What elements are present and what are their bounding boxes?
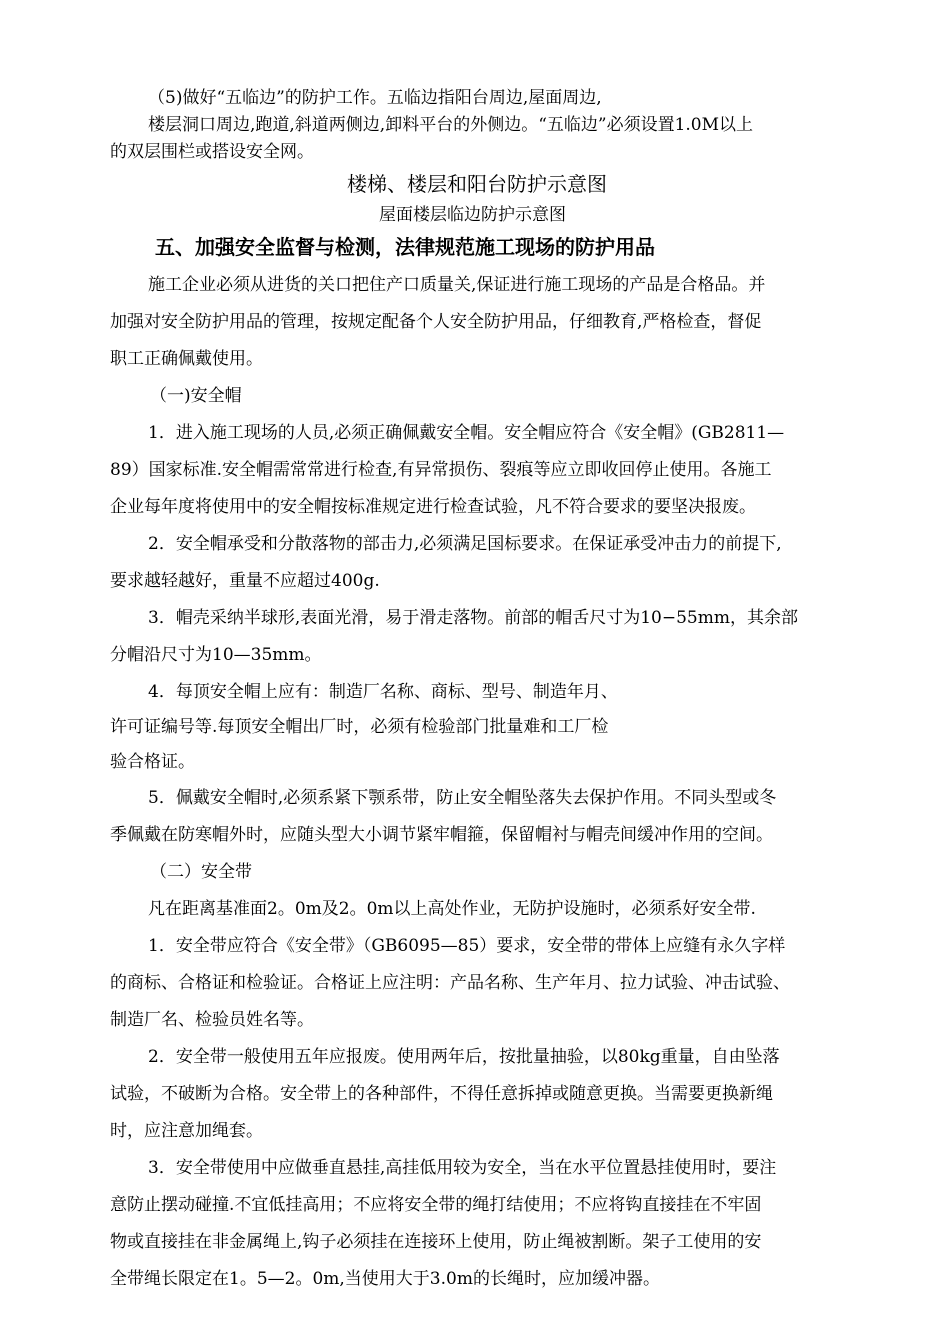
text-line: （5)做好“五临边”的防护工作。五临边指阳台周边,屋面周边,: [148, 88, 602, 108]
text-line: 试验，不破断为合格。安全带上的各种部件，不得任意拆掉或随意更换。当需要更换新绳: [110, 1084, 773, 1104]
text-line: 企业每年度将使用中的安全帽按标准规定进行检查试验，凡不符合要求的要坚决报废。: [110, 497, 756, 517]
text-line: 验合格证。: [110, 752, 195, 772]
text-line: 全带绳长限定在1。5—2。0m,当使用大于3.0m的长绳时，应加缓冲器。: [110, 1269, 660, 1289]
text-line: 1．安全带应符合《安全带》（GB6095—85）要求，安全带的带体上应缝有永久字样: [148, 936, 786, 956]
text-line: 1．进入施工现场的人员,必须正确佩戴安全帽。安全帽应符合《安全帽》(GB2811—: [148, 423, 785, 443]
diagram-title-stairs: 楼梯、楼层和阳台防护示意图: [347, 172, 607, 196]
subheading-belt: （二）安全带: [150, 862, 252, 882]
text-line: 凡在距离基准面2。0m及2。0m以上高处作业，无防护设施时，必须系好安全带.: [148, 899, 756, 919]
text-line: 2．安全帽承受和分散落物的部击力,必须满足国标要求。在保证承受冲击力的前提下,: [148, 534, 782, 554]
text-line: 加强对安全防护用品的管理，按规定配备个人安全防护用品，仔细教育,严格检查，督促: [110, 312, 762, 332]
section-heading: 五、加强安全监督与检测，法律规范施工现场的防护用品: [155, 235, 655, 259]
text-line: 制造厂名、检验员姓名等。: [110, 1010, 314, 1030]
text-line: 的商标、合格证和检验证。合格证上应注明：产品名称、生产年月、拉力试验、冲击试验、: [110, 973, 790, 993]
text-line: 5．佩戴安全帽时,必须系紧下颚系带，防止安全帽坠落失去保护作用。不同头型或冬: [148, 788, 777, 808]
text-line: 2．安全带一般使用五年应报废。使用两年后，按批量抽验，以80kg重量，自由坠落: [148, 1047, 780, 1067]
text-line: 许可证编号等.每顶安全帽出厂时，必须有检验部门批量难和工厂检: [110, 717, 609, 737]
text-line: 分帽沿尺寸为10—35mm。: [110, 645, 322, 665]
diagram-title-roof: 屋面楼层临边防护示意图: [379, 205, 566, 225]
text-line: 4．每顶安全帽上应有：制造厂名称、商标、型号、制造年月、: [148, 682, 618, 702]
text-line: 89）国家标准.安全帽需常常进行检查,有异常损伤、裂痕等应立即收回停止使用。各施工: [110, 460, 772, 480]
text-line: 意防止摆动碰撞.不宜低挂高用；不应将安全带的绳打结使用；不应将钩直接挂在不牢固: [110, 1195, 762, 1215]
text-line: 要求越轻越好，重量不应超过400g.: [110, 571, 380, 591]
text-line: 楼层洞口周边,跑道,斜道两侧边,卸料平台的外侧边。“五临边”必须设置1.0M以上: [148, 115, 754, 135]
text-line: 时，应注意加绳套。: [110, 1121, 263, 1141]
text-line: 职工正确佩戴使用。: [110, 349, 263, 369]
subheading-helmet: （一)安全帽: [150, 386, 242, 406]
text-line: 物或直接挂在非金属绳上,钩子必须挂在连接环上使用，防止绳被割断。架子工使用的安: [110, 1232, 762, 1252]
text-line: 3．安全带使用中应做垂直悬挂,高挂低用较为安全，当在水平位置悬挂使用时，要注: [148, 1158, 777, 1178]
text-line: 季佩戴在防寒帽外时，应随头型大小调节紧牢帽箍，保留帽衬与帽壳间缓冲作用的空间。: [110, 825, 773, 845]
text-line: 的双层围栏或搭设安全网。: [110, 142, 314, 162]
text-line: 3．帽壳采纳半球形,表面光滑，易于滑走落物。前部的帽舌尺寸为10−55mm，其余部: [148, 608, 798, 628]
text-line: 施工企业必须从进货的关口把住产口质量关,保证进行施工现场的产品是合格品。并: [148, 275, 766, 295]
